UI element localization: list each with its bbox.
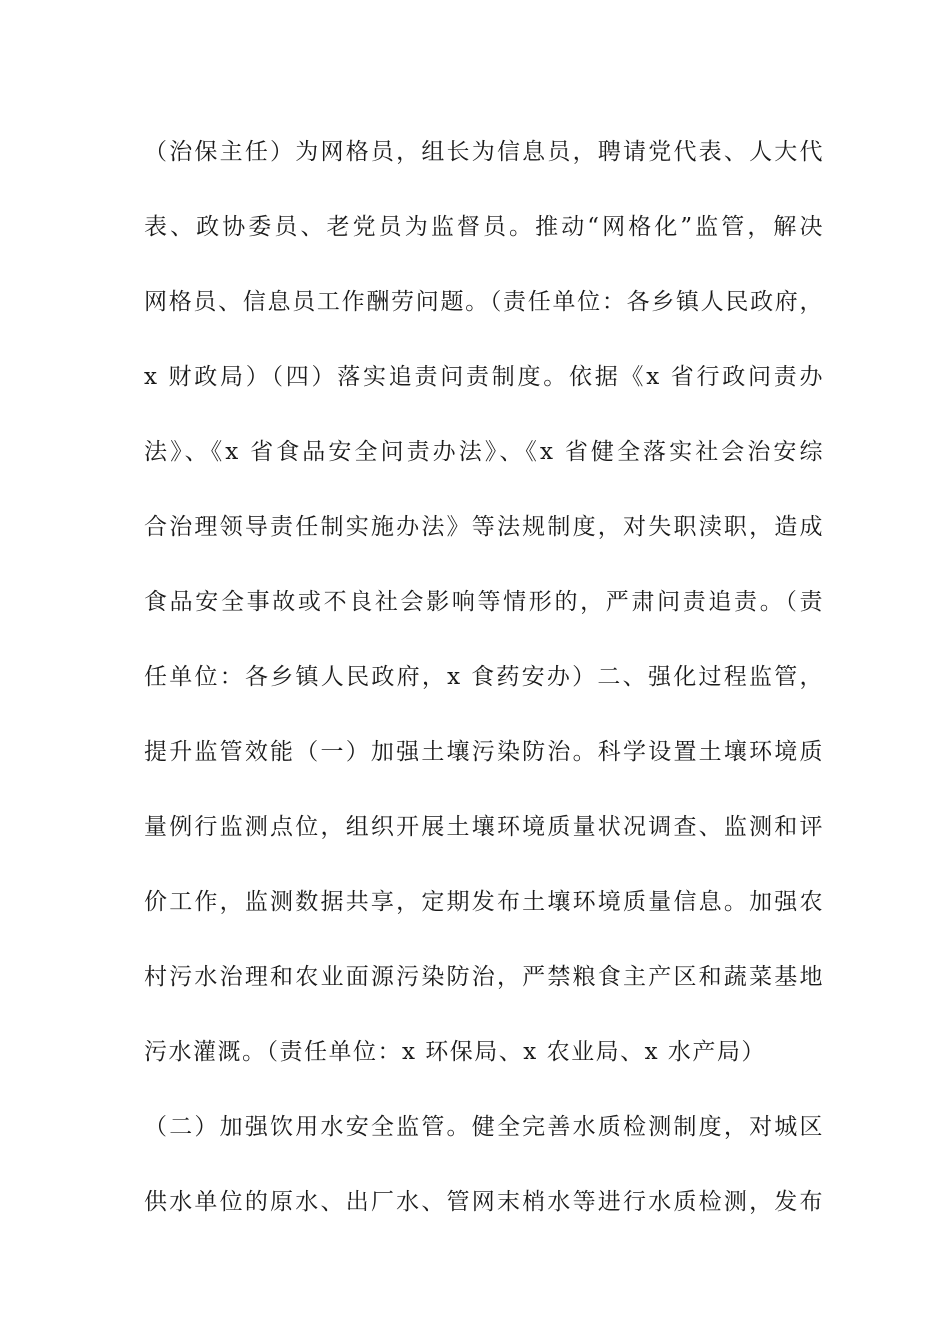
text-line: 提升监管效能（一）加强土壤污染防治。科学设置土壤环境质 (144, 739, 824, 765)
text-line: 任单位：各乡镇人民政府，x 食药安办）二、强化过程监管， (144, 664, 824, 690)
text-line: 表、政协委员、老党员为监督员。推动“网格化”监管，解决 (144, 214, 824, 240)
body-text (144, 128, 824, 1253)
text-line: （治保主任）为网格员，组长为信息员，聘请党代表、人大代 (144, 139, 824, 165)
text-line: 污水灌溉。（责任单位：x 环保局、x 农业局、x 水产局） (144, 1039, 766, 1065)
text-line: 量例行监测点位，组织开展土壤环境质量状况调查、监测和评 (144, 814, 824, 840)
text-line: 供水单位的原水、出厂水、管网末梢水等进行水质检测，发布 (144, 1189, 824, 1215)
text-line: 价工作，监测数据共享，定期发布土壤环境质量信息。加强农 (144, 889, 824, 915)
text-line: x 财政局）（四）落实追责问责制度。依据《x 省行政问责办 (144, 364, 824, 390)
text-line: （二）加强饮用水安全监管。健全完善水质检测制度，对城区 (144, 1114, 824, 1140)
text-line: 村污水治理和农业面源污染防治，严禁粮食主产区和蔬菜基地 (144, 964, 824, 990)
text-line: 网格员、信息员工作酬劳问题。（责任单位：各乡镇人民政府， (144, 289, 824, 315)
text-line: 食品安全事故或不良社会影响等情形的，严肃问责追责。（责 (144, 589, 824, 615)
text-line: 法》、《x 省食品安全问责办法》、《x 省健全落实社会治安综 (144, 439, 824, 465)
text-line: 合治理领导责任制实施办法》等法规制度，对失职渎职，造成 (144, 514, 824, 540)
